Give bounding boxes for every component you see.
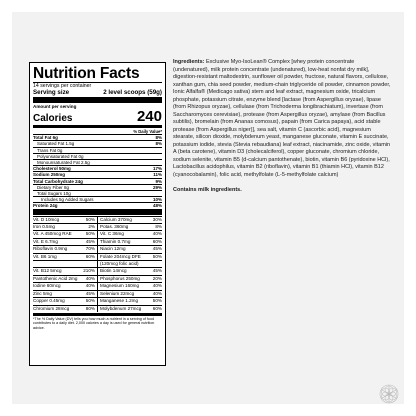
calories-value: 240 xyxy=(136,108,162,126)
nutrient-name: Monounsaturated Fat 2.5g xyxy=(37,160,90,166)
serving-size-label: Serving size xyxy=(33,89,70,97)
vitamin-cell xyxy=(98,261,162,267)
vitamin-row xyxy=(33,260,162,267)
servings-per-container: 14 servings per container xyxy=(33,83,92,89)
nutrient-daily-value: 29% xyxy=(152,184,162,190)
vitamin-cell xyxy=(98,239,162,245)
vitamin-daily-value: 80% xyxy=(85,305,95,311)
daily-value-footnote: *The % Daily Value (DV) tells you how much a nutrient in a serving of food contributes to a daily diet. 2,000 calories a day is used for general nutrition advice. xyxy=(33,313,162,330)
vitamin-cell xyxy=(33,268,98,274)
vitamin-name: Riboflavin 0.9mg xyxy=(33,246,68,252)
vitamin-daily-value: 40% xyxy=(85,275,95,281)
vitamin-cell xyxy=(33,254,98,260)
vitamin-cell xyxy=(33,291,98,297)
vitamin-daily-value: 20% xyxy=(152,275,162,281)
vitamin-name: Selenium 22mcg xyxy=(100,290,135,296)
vitamin-row xyxy=(33,245,162,252)
vitamin-daily-value: 50% xyxy=(152,253,162,259)
vitamin-cell xyxy=(98,298,162,304)
nutrient-name: Includes 5g Added Sugars xyxy=(41,197,94,203)
vitamin-daily-value: 70% xyxy=(85,246,95,252)
serving-size-value: 2 level scoops (59g) xyxy=(103,89,162,97)
vitamin-daily-value: 30% xyxy=(152,216,162,222)
vitamin-name: Iron 0.5mg xyxy=(33,224,55,230)
vitamin-daily-value: 45% xyxy=(152,246,162,252)
ingredients-block xyxy=(173,59,391,195)
vitamin-row xyxy=(33,267,162,274)
vitamin-name: Potas. 360mg xyxy=(100,224,129,230)
nutrient-daily-value: 11% xyxy=(153,172,162,178)
vitamin-daily-value: 45% xyxy=(85,290,95,296)
vitamin-cell xyxy=(33,298,98,304)
vitamin-cell xyxy=(98,254,162,260)
vitamin-cell xyxy=(98,217,162,223)
vitamin-cell xyxy=(33,217,98,223)
vitamin-row xyxy=(33,230,162,237)
vitamin-daily-value: 50% xyxy=(85,216,95,222)
nutrient-name: Saturated Fat 1.5g xyxy=(37,141,75,147)
nutrient-name: Sodium 250mg xyxy=(33,172,66,178)
vitamin-daily-value: 40% xyxy=(152,283,162,289)
vitamin-daily-value: 40% xyxy=(85,283,95,289)
vitamin-daily-value: 45% xyxy=(85,238,95,244)
vitamin-row xyxy=(33,305,162,312)
vitamin-name: Vit. C 36mg xyxy=(100,231,124,237)
vitamin-cell xyxy=(98,283,162,289)
nutrient-daily-value: 8% xyxy=(155,135,162,141)
nutrient-daily-value: 9% xyxy=(155,178,162,184)
vitamin-row xyxy=(33,275,162,282)
vitamin-row xyxy=(33,223,162,230)
vitamin-name: Molybdenum 27mcg xyxy=(100,305,142,311)
nutrition-facts-title: Nutrition Facts xyxy=(33,65,140,82)
vitamin-cell xyxy=(33,261,98,267)
vitamin-name: Vit. B12 5mcg xyxy=(33,268,62,274)
vitamin-cell xyxy=(98,268,162,274)
vitamin-name: Chromium 28mcg xyxy=(33,305,70,311)
vitamin-cell xyxy=(98,231,162,237)
vitamin-name: Manganese 1.2mg xyxy=(100,298,139,304)
vitamin-cell xyxy=(33,276,98,282)
vitamin-cell xyxy=(98,276,162,282)
vitamin-name: Folate 204mcg DFE xyxy=(100,253,141,259)
nutrient-name: Total Fat 6g xyxy=(33,135,58,141)
vitamin-name: Biotin 14mcg xyxy=(100,268,127,274)
nutrient-daily-value: 10% xyxy=(152,197,162,203)
vitamin-daily-value: 60% xyxy=(152,305,162,311)
vitamin-name: Copper 0.45mg xyxy=(33,298,65,304)
daily-value-header: % Daily Value* xyxy=(133,129,162,135)
allergen-statement: Contains milk ingredients. xyxy=(173,187,242,193)
vitamin-daily-value: 8% xyxy=(155,224,162,230)
vitamin-name: Pantothenic Acid 2mg xyxy=(33,275,78,281)
ingredients-paragraph xyxy=(173,59,391,179)
vitamin-cell xyxy=(98,306,162,312)
vitamin-name: Thiamin 0.7mg xyxy=(100,238,131,244)
nutrient-daily-value: 8% xyxy=(155,141,162,147)
vitamin-daily-value: 210% xyxy=(83,268,95,274)
ingredients-text: Exclusive Myo-IsoLean® Complex [whey protein concentrate (undenatured), milk protein concentrate (undenatured), low-heat nonfat dry milk], digestion-resistant maltodextrin, sunflower oil powder, fructose, natural flavors, cellulose, xanthan gum, chia seed powder, medium-chain triglyceride oil powder, cinnamon powder, Ionic Alfalfa® (Medicago sativa) stem and leaf extract, magnesium oxide, tricalcium phosphate, potassium citrate, enzyme blend [lactase (from Aspergillus oryzae), lipase (from Rhizopus oryzae), cellulase (from Trichoderma longibrachiatum), invertase (from Saccharomyces cerevisiae), protease (from Aspergillus oryzae), amylase (from Bacillus subtilis), bromelain (from Ananas comosus), papain (from Carica papaya), acid stable protease (from Aspergillus niger)], sea salt, vitamin C (ascorbic acid), magnesium stearate, silicon dioxide, molybdenum yeast, manganese gluconate, vitamin E succinate, potassium iodide, stevia (Stevia rebaudiana) leaf extract, niacinamide, zinc oxide, vitamin A (beta carotene), vitamin D3 (cholecalciferol), copper gluconate, chromium chloride, sodium selenite, vitamin B5 (d-calcium pantothenate), biotin, vitamin B6 (pyridoxine HCl), Lactobacillus acidophilus, vitamin B2 (riboflavin), vitamin B1 (thiamin HCl), vitamin B12 (cyanocobalamin), folic acid, methylfolate (L-5-methylfolate calcium) xyxy=(173,59,391,178)
vitamin-daily-value: 40% xyxy=(152,290,162,296)
vitamin-name: Iodine 60mcg xyxy=(33,283,61,289)
vitamin-cell xyxy=(33,306,98,312)
vitamin-mineral-grid xyxy=(33,216,162,312)
amount-per-serving: Amount per serving xyxy=(33,104,77,110)
nutrient-name: Trans Fat 0g xyxy=(37,147,63,153)
nutrient-rows xyxy=(33,134,162,208)
vitamin-cell xyxy=(33,283,98,289)
vitamin-row xyxy=(33,238,162,245)
vitamin-cell xyxy=(98,224,162,230)
calories-label: Calories xyxy=(33,113,73,125)
vitamin-name: Vit. B6 1mg xyxy=(33,253,57,259)
vitamin-name: Vit. E 6.7mg xyxy=(33,238,58,244)
vitamin-cell xyxy=(33,231,98,237)
ingredients-label: Ingredients: xyxy=(173,59,205,65)
nutrient-name: Total Sugars 10g xyxy=(37,191,71,197)
vitamin-name: (120mcg folic acid) xyxy=(100,261,139,267)
vitamin-daily-value: 50% xyxy=(85,231,95,237)
calories-row xyxy=(33,109,162,124)
vitamin-daily-value: 40% xyxy=(152,231,162,237)
vitamin-daily-value: 2% xyxy=(88,224,95,230)
vitamin-daily-value: 60% xyxy=(152,238,162,244)
nutrient-name: Protein 24g xyxy=(33,203,58,209)
vitamin-cell xyxy=(98,246,162,252)
vitamin-name: Calcium 370mg xyxy=(100,216,132,222)
serving-size-row xyxy=(33,89,162,96)
vitamin-name: Vit. A 450mcg RAE xyxy=(33,231,72,237)
vitamin-row xyxy=(33,290,162,297)
vitamin-name: Phosphorus 250mg xyxy=(100,275,140,281)
vitamin-name: Magnesium 160mg xyxy=(100,283,140,289)
vitamin-row xyxy=(33,297,162,304)
nutrient-name: Cholesterol 50mg xyxy=(33,166,71,172)
vitamin-cell xyxy=(98,291,162,297)
nutrient-daily-value: 17% xyxy=(152,166,162,172)
vitamin-cell xyxy=(33,239,98,245)
vitamin-daily-value: 45% xyxy=(152,268,162,274)
nutrient-daily-value: 48% xyxy=(152,203,162,209)
vitamin-cell xyxy=(33,246,98,252)
nutrient-name: Total Carbohydrate 24g xyxy=(33,178,83,184)
vitamin-daily-value: 60% xyxy=(85,253,95,259)
vitamin-name: Niacin 12mg xyxy=(100,246,126,252)
vitamin-row xyxy=(33,216,162,223)
vitamin-row xyxy=(33,253,162,260)
nutrient-name: Polyunsaturated Fat 0g xyxy=(37,153,84,159)
vitamin-daily-value: 50% xyxy=(152,298,162,304)
nutrition-facts-panel xyxy=(29,62,166,366)
vitamin-daily-value: 50% xyxy=(85,298,95,304)
nutrient-name: Dietary Fiber 8g xyxy=(37,184,70,190)
vitamin-name: Zinc 5mg xyxy=(33,290,52,296)
geometric-flower-icon xyxy=(379,384,399,404)
vitamin-name: Vit. D 10mcg xyxy=(33,216,60,222)
vitamin-row xyxy=(33,282,162,289)
vitamin-cell xyxy=(33,224,98,230)
